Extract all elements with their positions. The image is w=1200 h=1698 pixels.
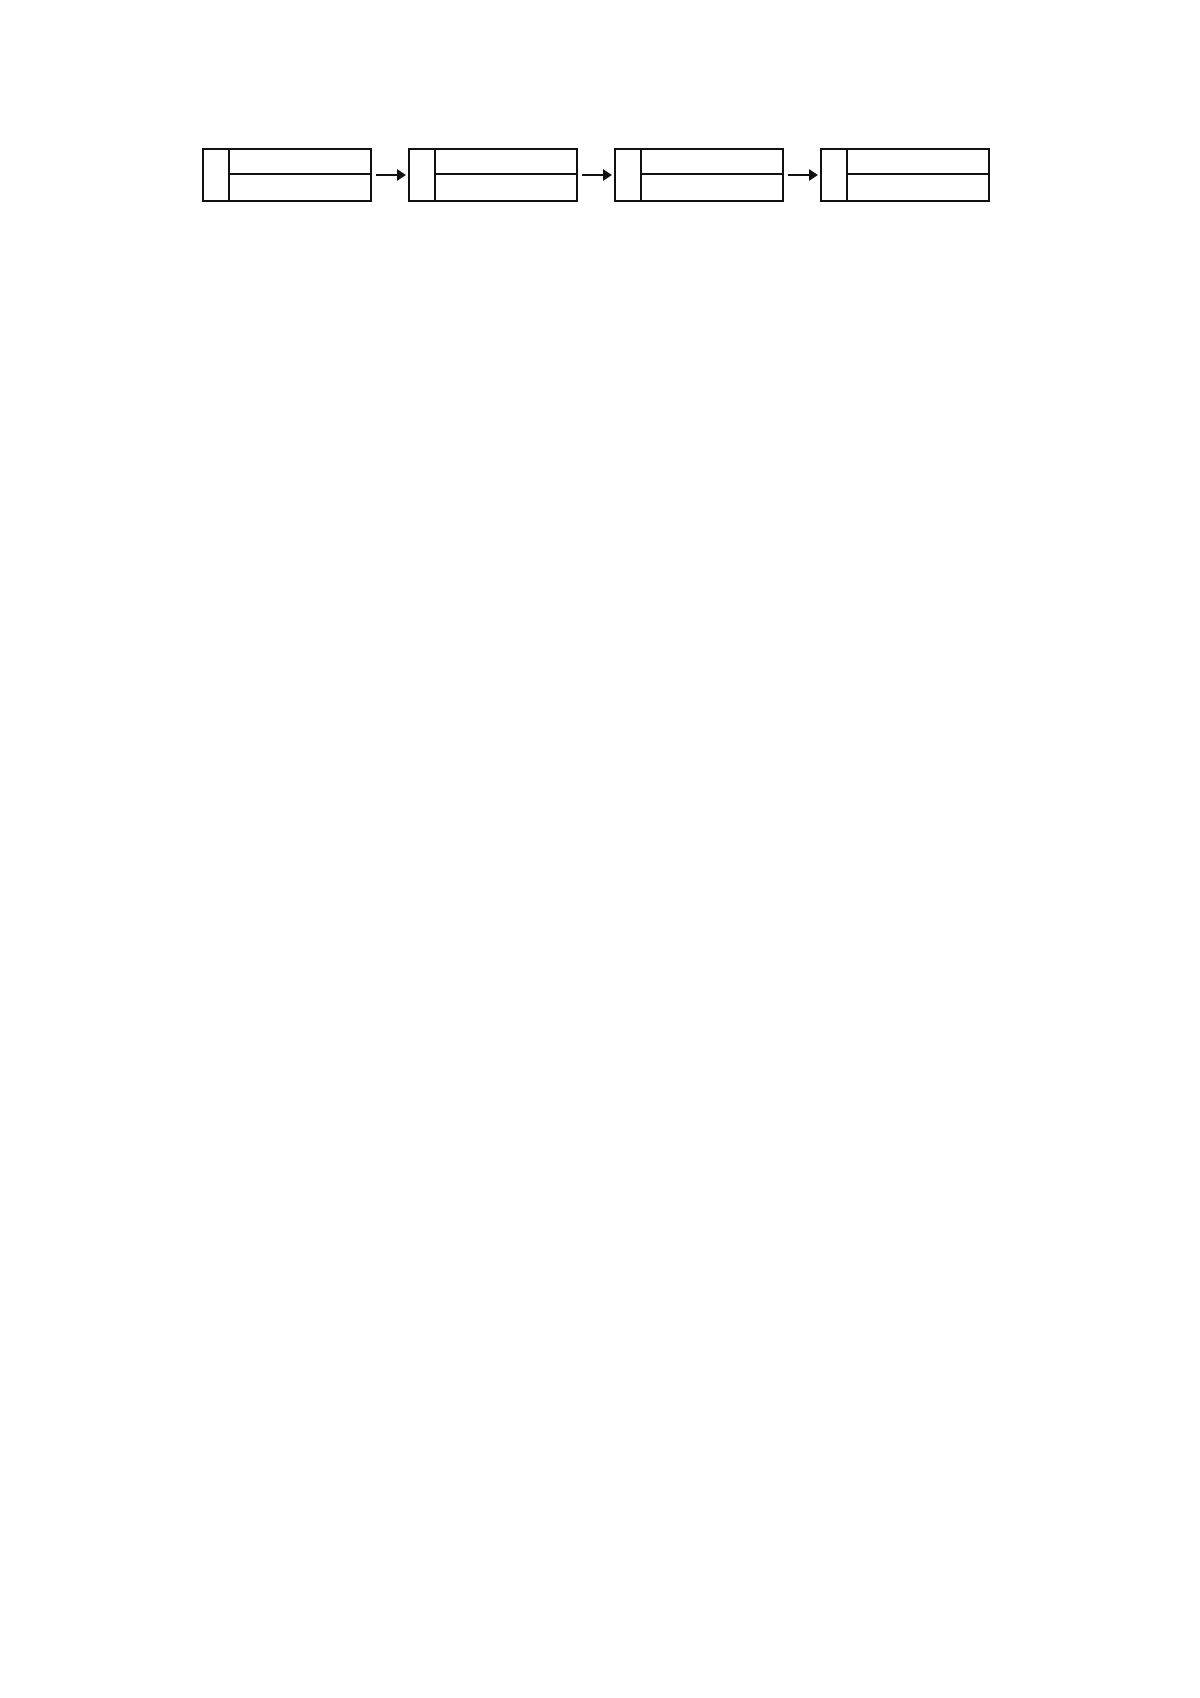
plot-stage-beginning — [202, 148, 372, 202]
stage-cell — [436, 150, 576, 175]
plot-stage-development — [408, 148, 578, 202]
arrow-right-icon — [788, 174, 816, 176]
stage-cell — [642, 150, 782, 175]
stage-cell — [642, 175, 782, 200]
plot-summary-table — [202, 146, 1032, 204]
page-content — [182, 140, 1032, 210]
stage-cell — [230, 175, 370, 200]
arrow-right-icon — [376, 174, 404, 176]
plot-stage-ending — [820, 148, 990, 202]
plot-stage-climax — [614, 148, 784, 202]
stage-cell — [436, 175, 576, 200]
stage-cell — [848, 175, 988, 200]
arrow-right-icon — [582, 174, 610, 176]
stage-cell — [848, 150, 988, 175]
stage-cell — [230, 150, 370, 175]
